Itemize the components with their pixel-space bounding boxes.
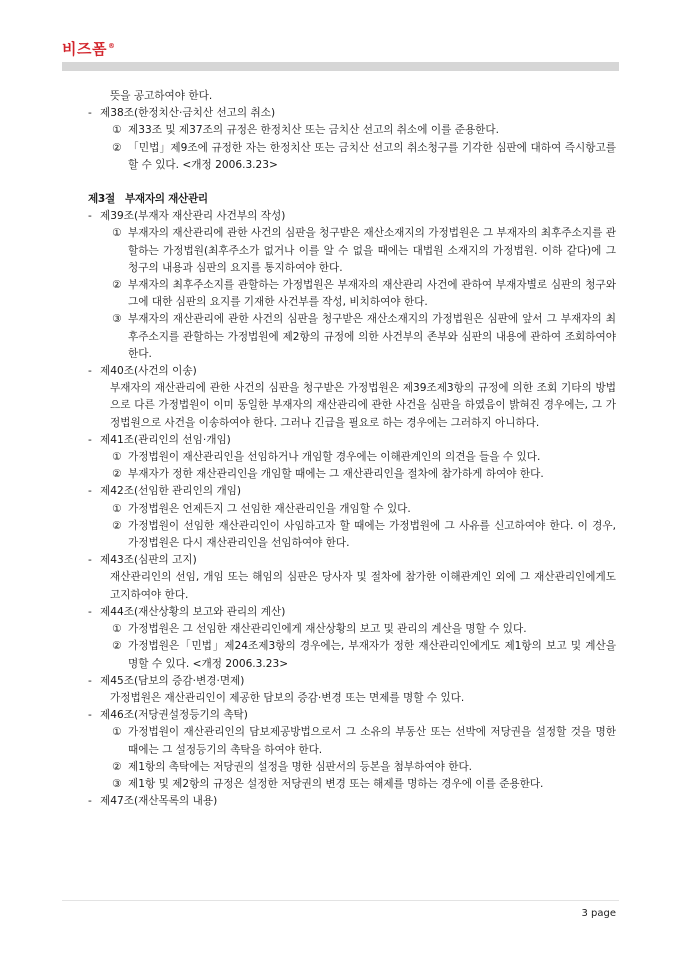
article-paragraph: 부재자의 재산관리에 관한 사건의 심판을 청구받은 가정법원은 제39조제3항의 규정에 의한 조회 기타의 방법으로 다른 가정법원이 이미 동일한 부재자의 재산관리에 관한 사건을 심판을 하였음이 밝혀진 경우에는, 그 가정법원으로 사건을 이송하여야 한다. 그러나 긴급을 필요로 하는 경우에는 그러하지 아니하다. [110, 382, 616, 429]
clause-text: 「민법」제9조에 규정한 자는 한정치산 또는 금치산 선고의 취소청구를 기각한 심판에 대하여 즉시항고를 할 수 있다. <개정 2006.3.23> [128, 141, 616, 171]
article-heading: - 제47조(재산목록의 내용) [88, 793, 616, 810]
clause-number: ③ [112, 777, 122, 790]
article-paragraph: 가정법원은 재산관리인이 제공한 담보의 증감·변경 또는 면제를 명할 수 있다. [110, 691, 465, 704]
article-heading: - 제38조(한정치산·금치산 선고의 취소) [88, 105, 616, 122]
footer-divider [62, 900, 619, 901]
clause-number: ① [112, 124, 122, 137]
article-heading: - 제46조(저당권설정등기의 촉탁) [88, 707, 616, 724]
clause-item [88, 621, 616, 638]
clause-text: 가정법원은「민법」제24조제3항의 경우에는, 부재자가 정한 재산관리인에게도 제1항의 보고 및 계산을 명할 수 있다. <개정 2006.3.23> [128, 640, 616, 670]
section-heading [88, 191, 616, 208]
article-heading: - 제43조(심판의 고지) [88, 552, 616, 569]
clause-item [88, 140, 616, 174]
clause-text: 제1항 및 제2항의 규정은 설정한 저당권의 변경 또는 해제를 명하는 경우에 이를 준용한다. [128, 777, 544, 790]
clause-text: 가정법원은 그 선임한 재산관리인에게 재산상황의 보고 및 관리의 계산을 명할 수 있다. [128, 623, 527, 636]
clause-item [88, 724, 616, 758]
page-number: 3 page [581, 908, 616, 919]
clause-number: ② [112, 279, 122, 292]
document-body [88, 88, 616, 810]
clause-item [88, 311, 616, 363]
logo-text: 비즈폼 [62, 40, 107, 58]
clause-number: ② [112, 640, 122, 653]
clause-number: ② [112, 141, 122, 154]
clause-item [88, 225, 616, 277]
registered-mark: ® [107, 42, 116, 50]
clause-text: 가정법원은 언제든지 그 선임한 재산관리인을 개임할 수 있다. [128, 502, 411, 515]
clause-number: ② [112, 519, 122, 532]
clause-text: 부재자의 최후주소지를 관할하는 가정법원은 부재자의 재산관리 사건에 관하여 부재자별로 심판의 청구와 그에 대한 심판의 요지를 기재한 사건부를 작성, 비치하여야 한다. [128, 279, 616, 309]
clause-text: 부재자의 재산관리에 관한 사건의 심판을 청구받은 재산소재지의 가정법원은 심판에 앞서 그 부재자의 최후주소지를 관할하는 가정법원에 제2항의 규정에 의한 사건부의 존부와 심판의 내용에 관하여 조회하여야 한다. [128, 313, 616, 360]
clause-text: 가정법원이 재산관리인의 담보제공방법으로서 그 소유의 부동산 또는 선박에 저당권을 설정할 것을 명한 때에는 그 설정등기의 촉탁을 하여야 한다. [128, 726, 616, 756]
clause-text: 부재자가 정한 재산관리인을 개임할 때에는 그 재산관리인을 절차에 참가하게 하여야 한다. [128, 468, 544, 481]
clause-item [88, 638, 616, 672]
clause-text: 부재자의 재산관리에 관한 사건의 심판을 청구받은 재산소재지의 가정법원은 그 부재자의 최후주소지를 관할하는 가정법원(최후주소가 없거나 이를 알 수 없을 때에는 대법원 소재지의 가정법원. 이하 같다)에 그 청구의 내용과 심판의 요지를 통지하여야 한다. [128, 227, 616, 274]
header-bar [62, 62, 619, 71]
clause-item [88, 449, 616, 466]
article-heading: - 제42조(선임한 관리인의 개임) [88, 483, 616, 500]
clause-text: 제1항의 촉탁에는 저당권의 설정을 명한 심판서의 등본을 첨부하여야 한다. [128, 760, 473, 773]
clause-number: ① [112, 726, 122, 739]
continued-text: 뜻을 공고하여야 한다. [110, 90, 213, 102]
clause-item [88, 518, 616, 552]
clause-item [88, 122, 616, 139]
clause-number: ② [112, 760, 122, 773]
clause-number: ① [112, 451, 122, 464]
clause-item [88, 466, 616, 483]
clause-item [88, 759, 616, 776]
clause-number: ① [112, 623, 122, 636]
clause-item [88, 277, 616, 311]
section-number: 제3절 [88, 193, 115, 206]
article-heading: - 제44조(재산상황의 보고와 관리의 계산) [88, 604, 616, 621]
clause-number: ① [112, 502, 122, 515]
article-paragraph: 재산관리인의 선임, 개임 또는 해임의 심판은 당사자 및 절차에 참가한 이해관계인 외에 그 재산관리인에게도 고지하여야 한다. [110, 571, 616, 601]
article-heading: - 제41조(관리인의 선임·개임) [88, 432, 616, 449]
clause-number: ③ [112, 313, 122, 326]
clause-text: 가정법원이 선임한 재산관리인이 사임하고자 할 때에는 가정법원에 그 사유를 신고하여야 한다. 이 경우, 가정법원은 다시 재산관리인을 선임하여야 한다. [128, 519, 616, 550]
article-heading: - 제45조(담보의 증감·변경·면제) [88, 673, 616, 690]
section-title: 부재자의 재산관리 [124, 193, 208, 206]
clause-item [88, 776, 616, 793]
clause-text: 제33조 및 제37조의 규정은 한정치산 또는 금치산 선고의 취소에 이를 준용한다. [128, 124, 500, 137]
article-heading: - 제40조(사건의 이송) [88, 363, 616, 380]
bizforms-logo [62, 38, 115, 59]
clause-text: 가정법원이 재산관리인을 선임하거나 개임할 경우에는 이해관계인의 의견을 들을 수 있다. [128, 451, 541, 464]
clause-number: ① [112, 227, 122, 240]
clause-item [88, 501, 616, 518]
article-heading: - 제39조(부재자 재산관리 사건부의 작성) [88, 208, 616, 225]
clause-number: ② [112, 468, 122, 481]
